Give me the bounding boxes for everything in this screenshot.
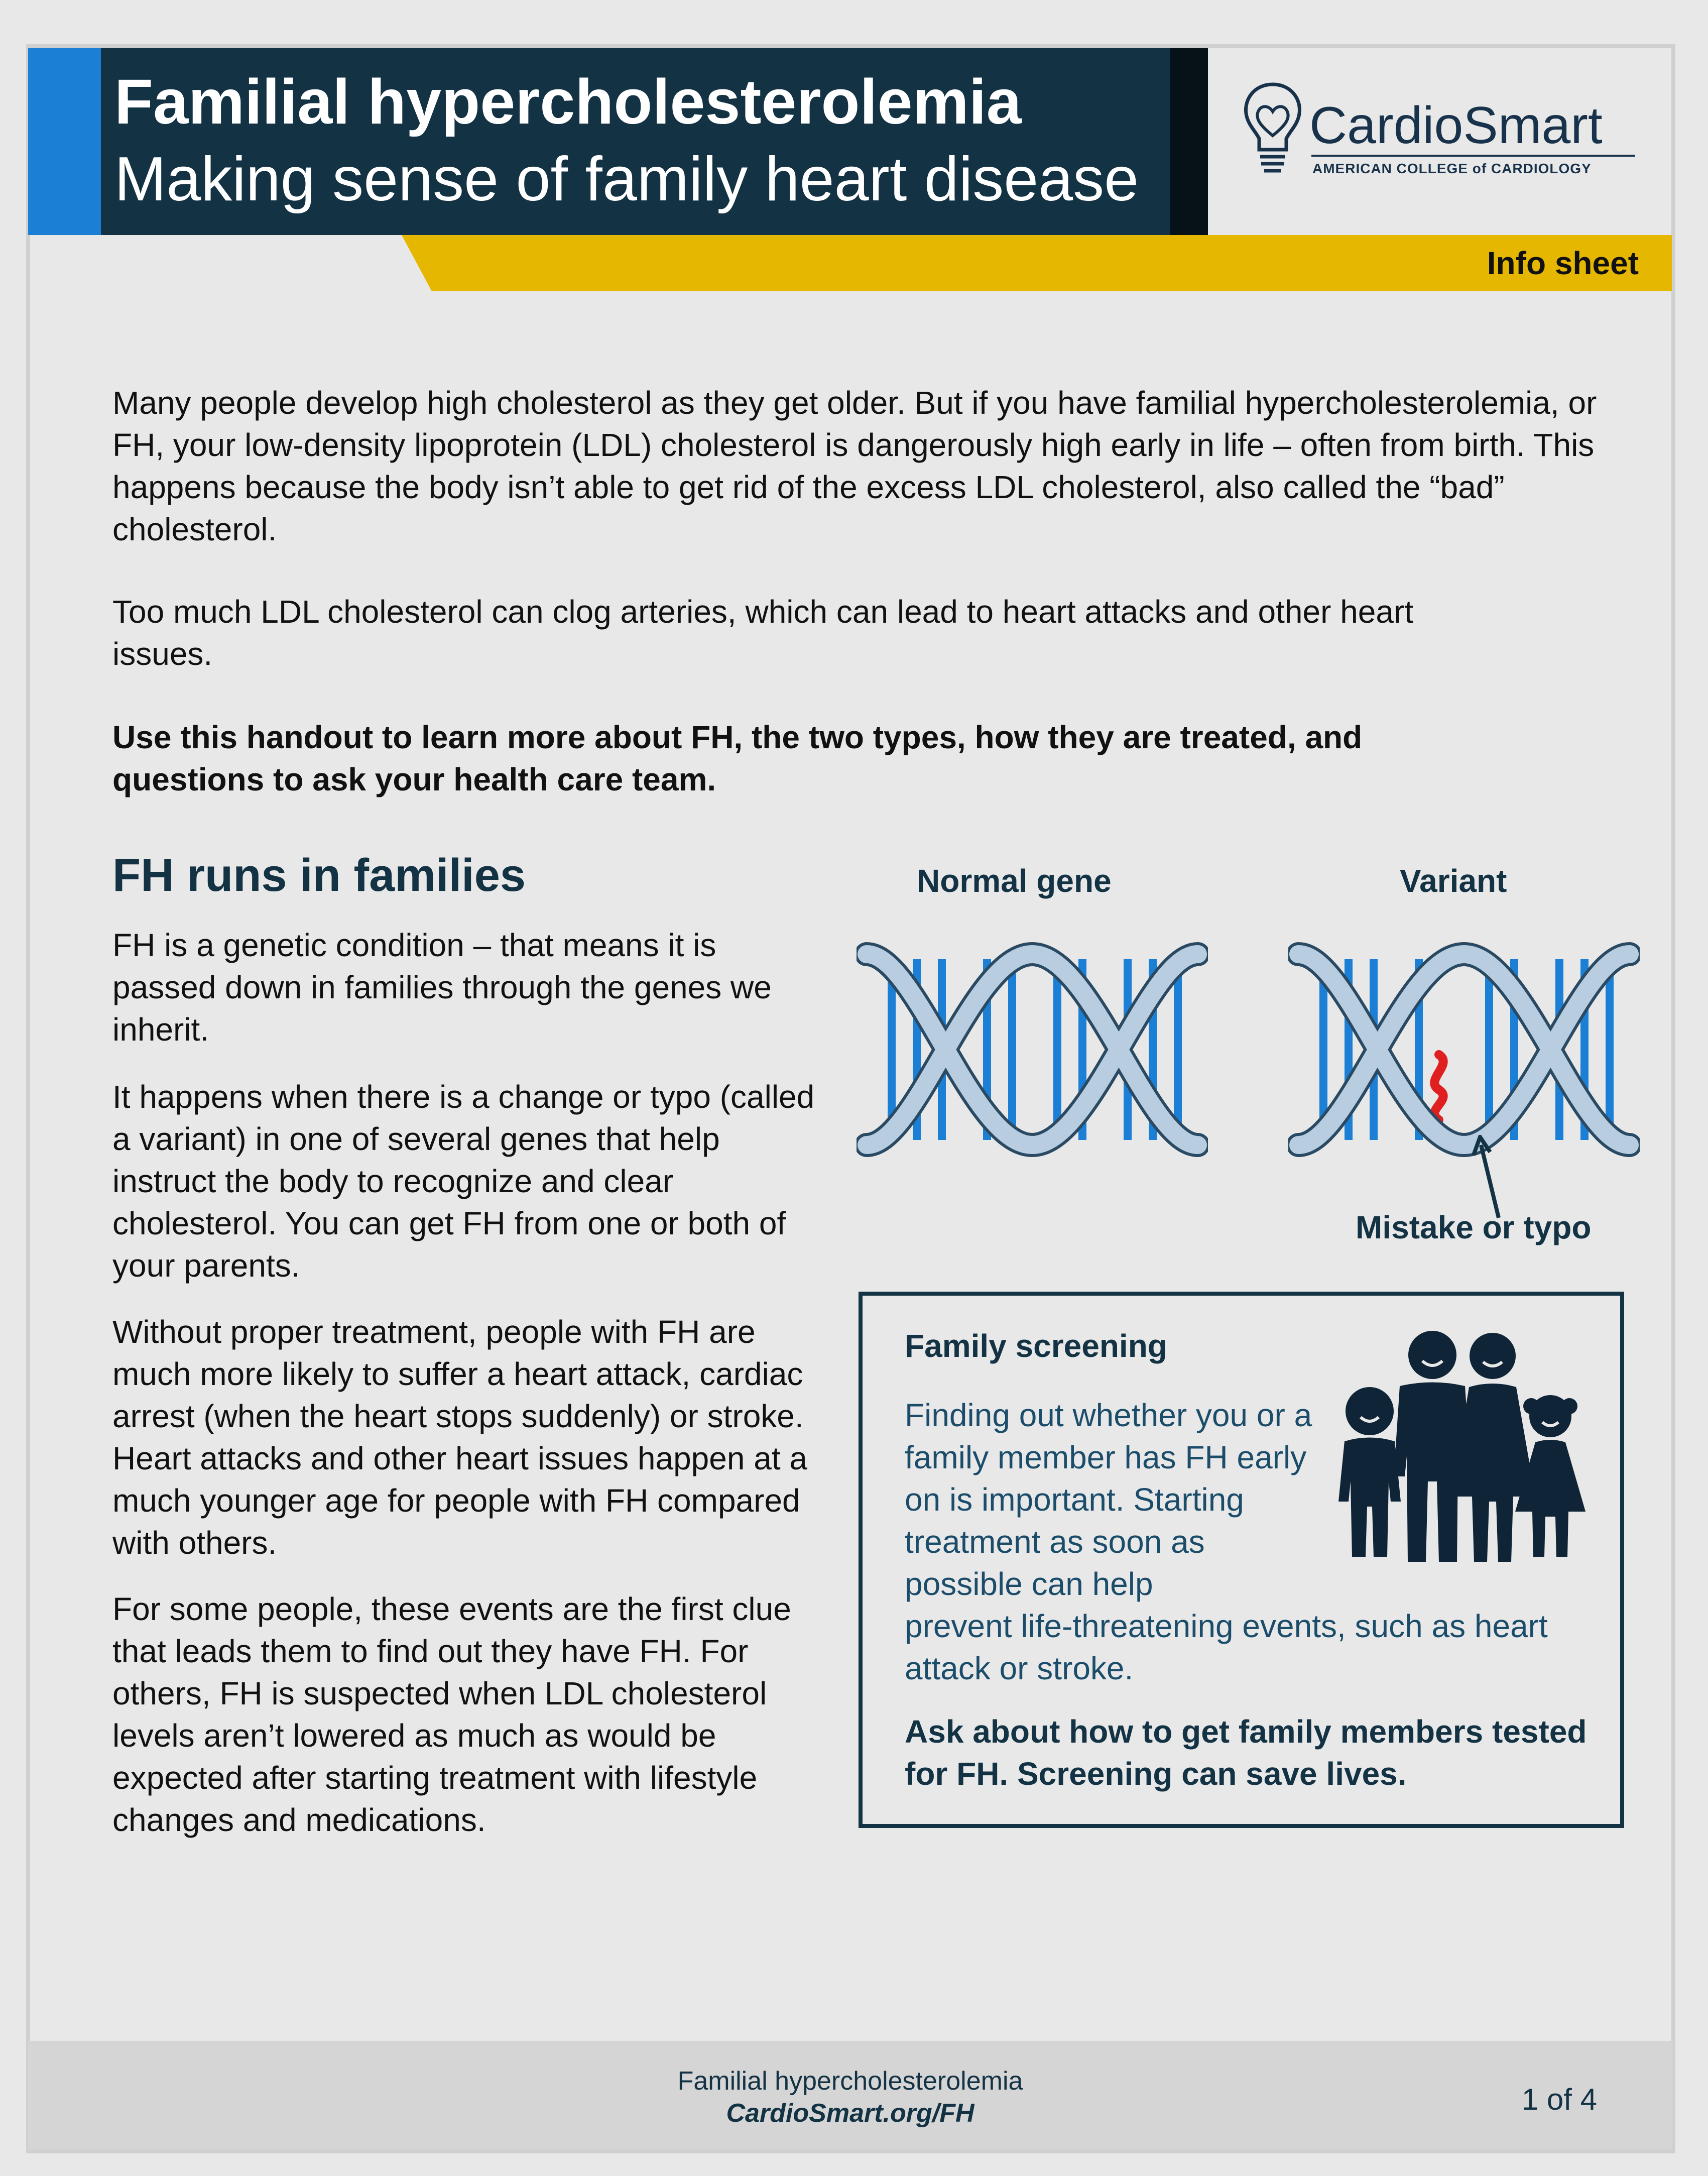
section-paragraph-4: For some people, these events are the first clue that leads them to find out they have FH. For others, FH is suspected when LDL cholesterol levels aren’t lowered as much as would be expected after starting treatment with lifestyle changes and medications.	[112, 1591, 791, 1838]
info-sheet-badge: Info sheet	[1487, 245, 1639, 281]
logo-org: AMERICAN COLLEGE of CARDIOLOGY	[1312, 161, 1592, 176]
variant-dna-icon	[1288, 934, 1640, 1165]
footer-url: CardioSmart.org/FH	[726, 2099, 974, 2128]
section-paragraph-2: It happens when there is a change or typo (called a variant) in one of several genes that help instruct the body to recognize and clear cholesterol. You can get FH from one or both of your parents.	[112, 1079, 815, 1284]
page-subtitle: Making sense of family heart disease	[114, 145, 1139, 214]
yellow-banner	[402, 235, 1672, 291]
screening-callout: Ask about how to get family members tested for FH. Screening can save lives.	[905, 1713, 1587, 1792]
section-heading: FH runs in families	[112, 850, 526, 901]
normal-gene-label: Normal gene	[917, 863, 1112, 899]
variant-label: Variant	[1400, 863, 1507, 899]
header-blue-block	[28, 48, 101, 235]
section-paragraph-1: FH is a genetic condition – that means it is passed down in families through the genes we inherit.	[112, 927, 772, 1048]
normal-gene-dna-icon	[857, 934, 1208, 1165]
lightbulb-heart-icon	[1240, 80, 1305, 181]
logo-divider	[1311, 155, 1635, 157]
intro-paragraph-1: Many people develop high cholesterol as they get older. But if you have familial hypercholesterolemia, or FH, your low-density lipoprotein (LDL) cholesterol is dangerously high early in life – often from birth. This happens because the body isn’t able to get rid of the excess LDL cholesterol, also called the “bad” cholesterol.	[112, 385, 1597, 547]
page-number: 1 of 4	[1521, 2083, 1597, 2116]
logo-wordmark: CardioSmart	[1309, 96, 1603, 155]
header-dark-block	[1170, 48, 1208, 235]
page-footer	[28, 2041, 1672, 2149]
screening-paragraph-1: Finding out whether you or a family member has FH early on is important. Starting treatment as soon as possible can help	[905, 1397, 1312, 1602]
mistake-label: Mistake or typo	[1356, 1209, 1592, 1245]
footer-title: Familial hypercholesterolemia	[677, 2067, 1023, 2096]
section-paragraph-3: Without proper treatment, people with FH are much more likely to suffer a heart attack, cardiac arrest (when the heart stops suddenly) or stroke. Heart attacks and other heart issues happen at a much younger age for people with FH compared with others.	[112, 1314, 807, 1561]
screening-title: Family screening	[905, 1328, 1167, 1364]
screening-paragraph-2: prevent life-threatening events, such as heart attack or stroke.	[905, 1608, 1548, 1686]
family-screening-box	[859, 1292, 1624, 1828]
family-icon	[1334, 1331, 1596, 1572]
intro-paragraph-2: Too much LDL cholesterol can clog arteries, which can lead to heart attacks and other heart issues.	[112, 594, 1414, 672]
page-title: Familial hypercholesterolemia	[114, 66, 1022, 137]
intro-paragraph-3: Use this handout to learn more about FH, the two types, how they are treated, and questions to ask your health care team.	[112, 719, 1363, 797]
